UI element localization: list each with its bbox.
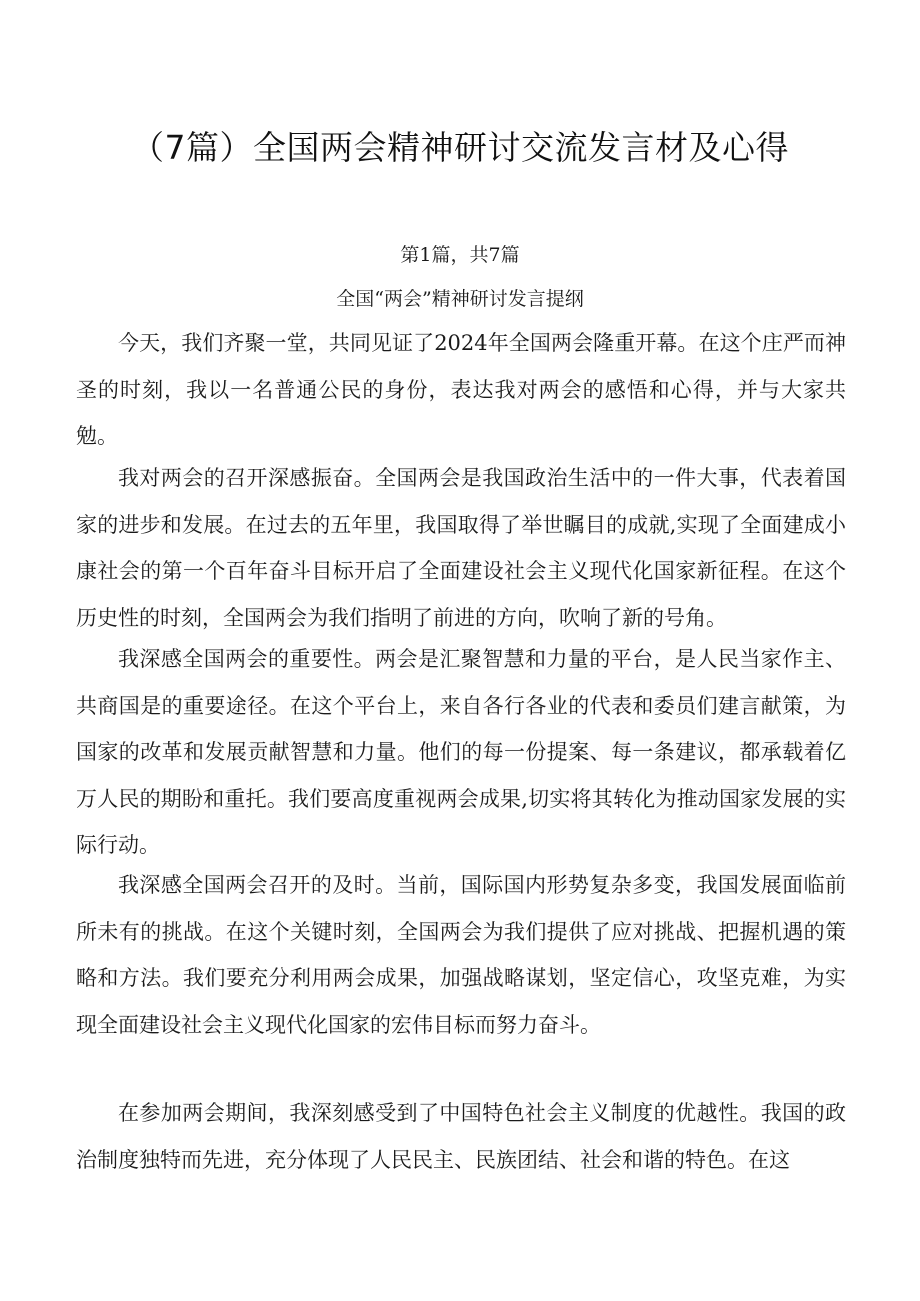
document-title: （7篇）全国两会精神研讨交流发言材及心得 [131,128,789,167]
section-subtitle: 全国“两会”精神研讨发言提纲 [336,288,584,310]
body-paragraph: 我深感全国两会召开的及时。当前，国际国内形势复杂多变，我国发展面临前所未有的挑战。在这个关键时刻，全国两会为我们提供了应对挑战、把握机遇的策略和方法。我们要充分利用两会成果，加强战略谋划，坚定信心，攻坚克难，为实现全面建设社会主义现代化国家的宏伟目标而努力奋斗。 [76,873,846,1037]
body-paragraph: 在参加两会期间，我深刻感受到了中国特色社会主义制度的优越性。我国的政治制度独特而先进，充分体现了人民民主、民族团结、社会和谐的特色。在这 [76,1101,846,1172]
body-paragraph: 今天，我们齐聚一堂，共同见证了2024年全国两会隆重开幕。在这个庄严而神圣的时刻，我以一名普通公民的身份，表达我对两会的感悟和心得，并与大家共勉。 [76,331,846,448]
body-paragraph: 我深感全国两会的重要性。两会是汇聚智慧和力量的平台，是人民当家作主、共商国是的重要途径。在这个平台上，来自各行各业的代表和委员们建言献策，为国家的改革和发展贡献智慧和力量。他们的每一份提案、每一条建议，都承载着亿万人民的期盼和重托。我们要高度重视两会成果,切实将其转化为推动国家发展的实际行动。 [76,647,846,857]
part-label: 第1篇，共7篇 [400,244,520,266]
body-paragraph: 我对两会的召开深感振奋。全国两会是我国政治生活中的一件大事，代表着国家的进步和发展。在过去的五年里，我国取得了举世瞩目的成就,实现了全面建成小康社会的第一个百年奋斗目标开启了全面建设社会主义现代化国家新征程。在这个历史性的时刻，全国两会为我们指明了前进的方向，吹响了新的号角。 [76,466,846,630]
